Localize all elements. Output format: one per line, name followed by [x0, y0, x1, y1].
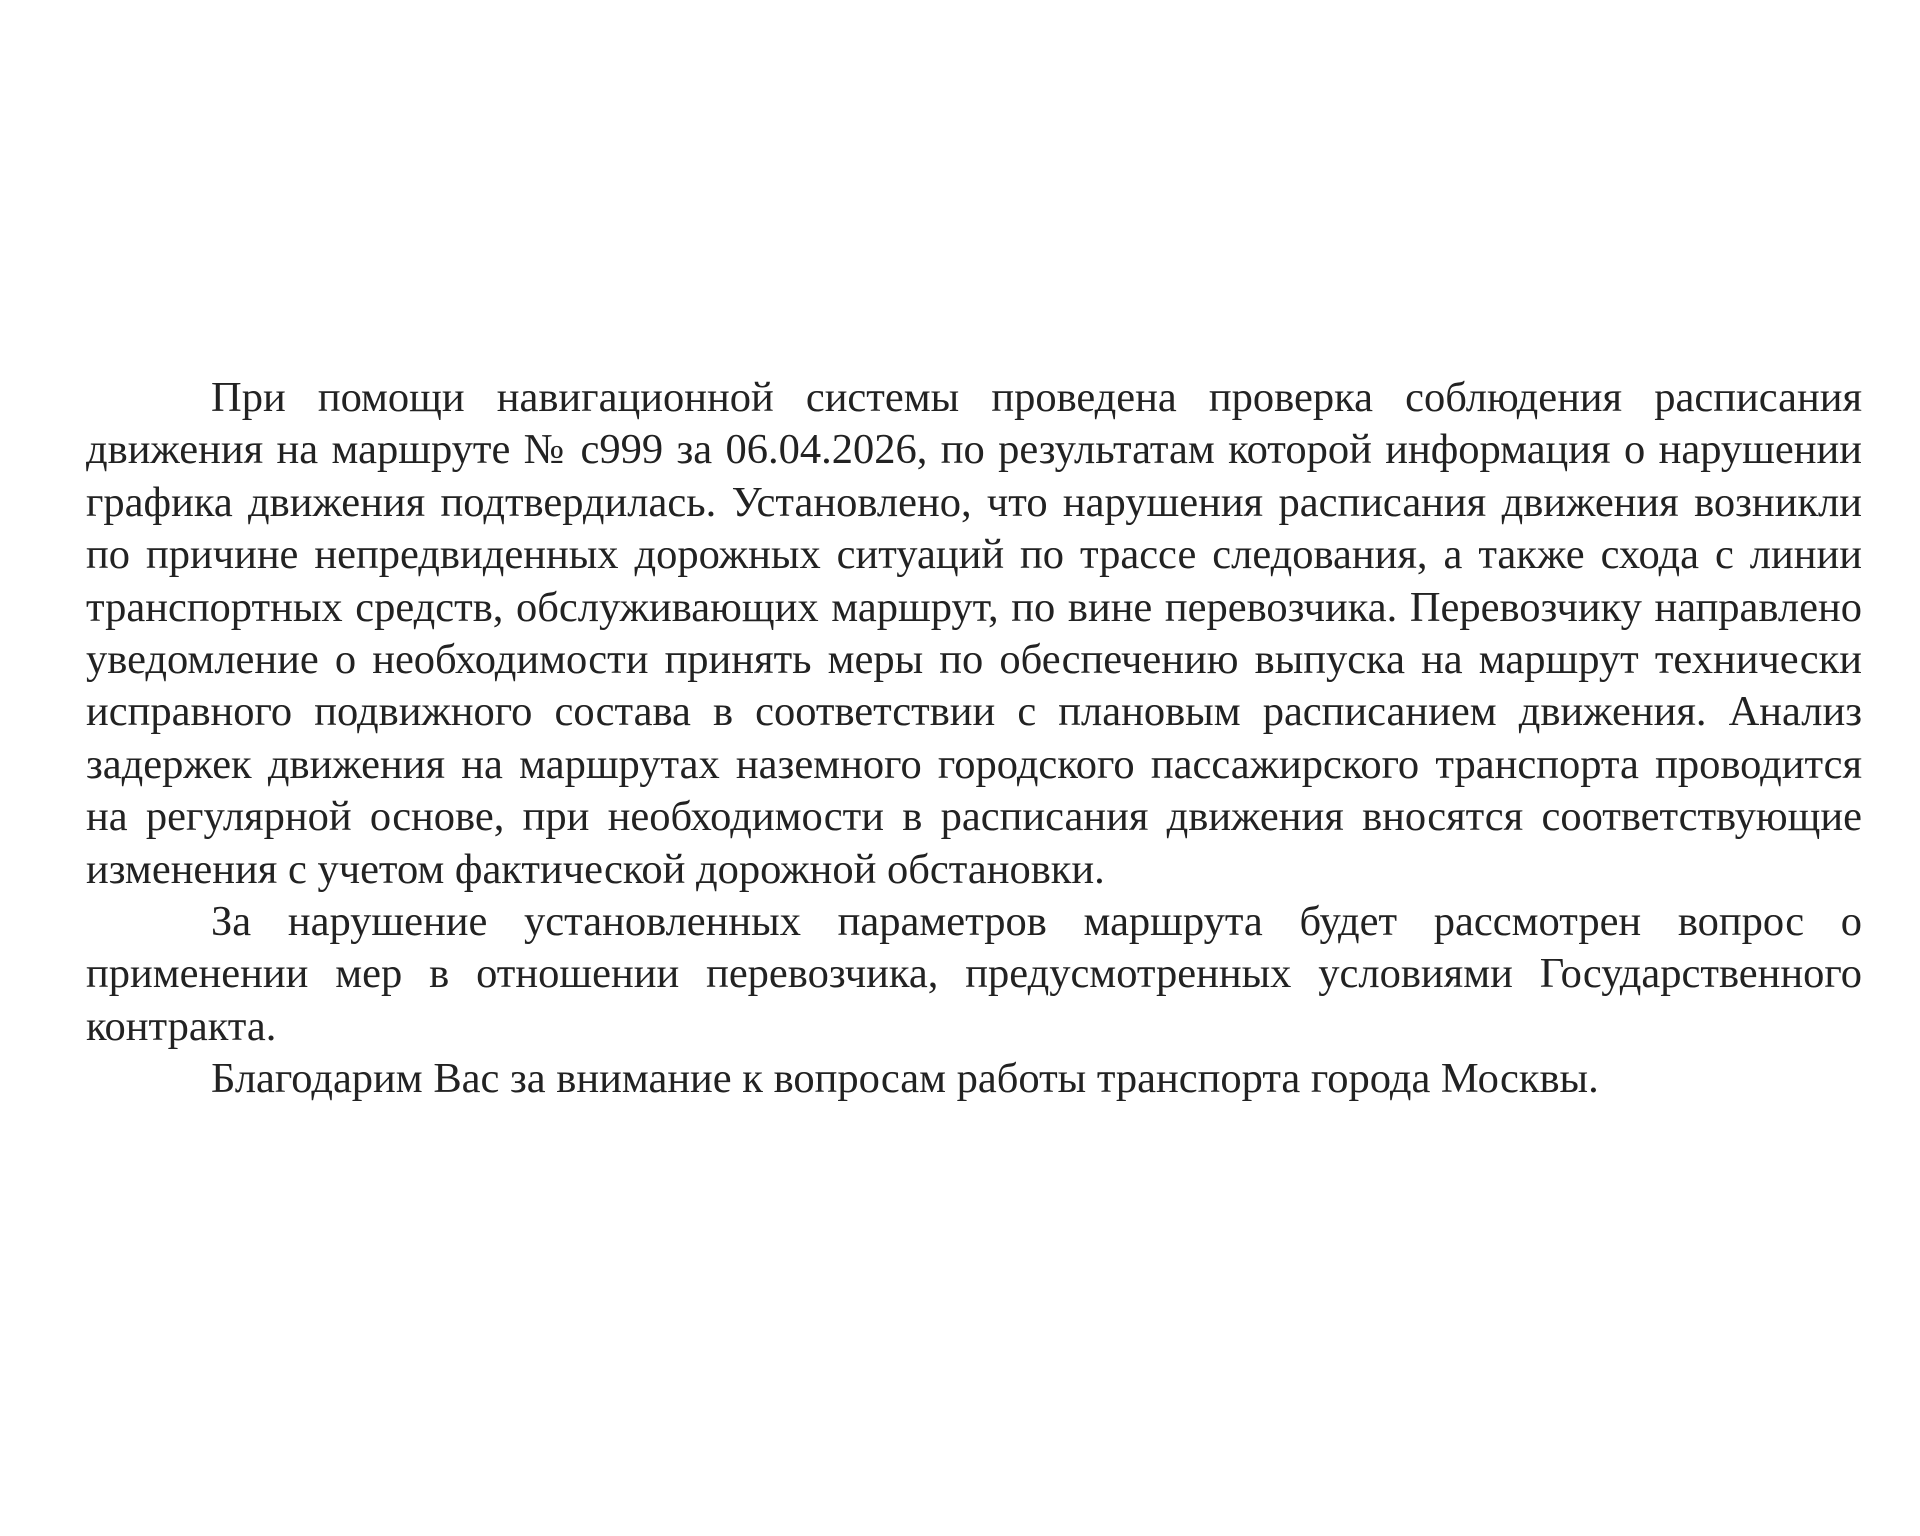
paragraph-closing-thanks: Благодарим Вас за внимание к вопросам работы транспорта города Москвы. [211, 1055, 1599, 1103]
paragraph-inspection-result: При помощи навигационной системы проведена проверка соблюдения расписания движения на маршруте № с999 за 06.04.2026, по результатам которой информация о нарушении графика движения подтвердилась. Установлено, что нарушения расписания движения возникли по причине непредвиденных дорожных ситуаций по трассе следования, а также схода с линии транспортных средств, обслуживающих маршрут, по вине перевозчика. Перевозчику направлено уведомление о необходимости принять меры по обеспечению выпуска на маршрут технически исправного подвижного состава в соответствии с плановым расписанием движения. Анализ задержек движения на маршрутах наземного городского пассажирского транспорта проводится на регулярной основе, при необходимости в расписания движения вносятся соответствующие изменения с учетом фактической дорожной обстановки. [86, 374, 1862, 893]
paragraph-penalty-notice: За нарушение установленных параметров маршрута будет рассмотрен вопрос о применении мер в отношении перевозчика, предусмотренных условиями Государственного контракта. [86, 898, 1862, 1050]
letter-body [86, 372, 1862, 1106]
